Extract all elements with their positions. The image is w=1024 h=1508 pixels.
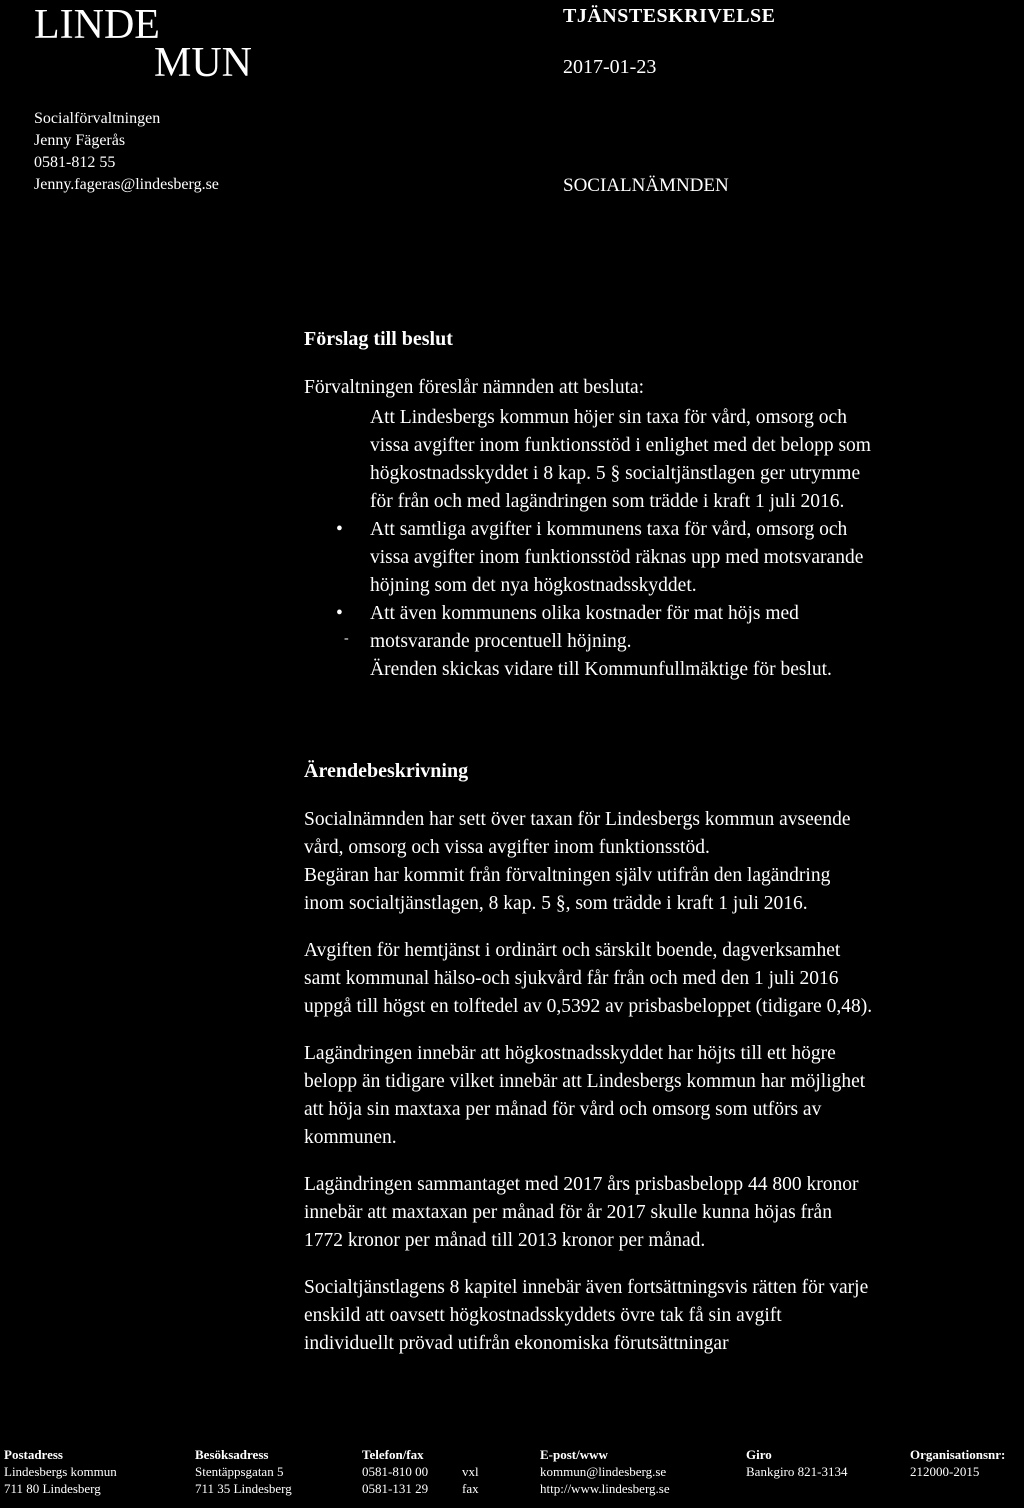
footer-value: Lindesbergs kommun — [4, 1464, 117, 1479]
description-paragraph — [304, 1274, 994, 1358]
bullet-marker: • — [336, 603, 343, 624]
footer-email-link[interactable]: kommun@lindesberg.se — [540, 1464, 667, 1479]
sender-phone: 0581-812 55 — [34, 154, 116, 171]
text-line: enskild att oavsett högkostnadsskyddets övre tak få sin avgift — [304, 1305, 782, 1326]
text-line: samt kommunal hälso-och sjukvård får från och med den 1 juli 2016 — [304, 968, 839, 989]
text-line: för från och med lagändringen som trädde i kraft 1 juli 2016. — [370, 491, 845, 512]
footer-value: 0581-810 00 — [362, 1464, 429, 1479]
text-line: höjning som det nya högkostnadsskyddet. — [370, 575, 697, 596]
description-heading: Ärendebeskrivning — [304, 760, 469, 782]
logo-line-1: LINDE — [34, 2, 160, 48]
text-line: uppgå till högst en tolftedel av 0,5392 av prisbasbeloppet (tidigare 0,48). — [304, 996, 873, 1017]
text-line: vissa avgifter inom funktionsstöd i enlighet med det belopp som — [370, 435, 871, 456]
text-line: inom socialtjänstlagen, 8 kap. 5 §, som trädde i kraft 1 juli 2016. — [304, 893, 808, 914]
footer-value: 711 80 Lindesberg — [4, 1481, 101, 1496]
footer-label: Besöksadress — [195, 1447, 269, 1462]
text-line: Avgiften för hemtjänst i ordinärt och särskilt boende, dagverksamhet — [304, 940, 841, 961]
text-line: högkostnadsskyddet i 8 kap. 5 § socialtjänstlagen ger utrymme — [370, 463, 861, 484]
sender-name: Jenny Fägerås — [34, 132, 126, 149]
proposal-list — [336, 404, 990, 684]
text-line: Lagändringen sammantaget med 2017 års prisbasbelopp 44 800 kronor — [304, 1174, 859, 1195]
footer-value: Stentäppsgatan 5 — [195, 1464, 284, 1479]
footer-value: 711 35 Lindesberg — [195, 1481, 292, 1496]
footer-value: fax — [462, 1481, 479, 1496]
bullet-marker: • — [336, 519, 343, 540]
proposal-first-item — [370, 404, 990, 516]
description-paragraph — [304, 1171, 994, 1255]
footer-label: Giro — [746, 1447, 772, 1462]
description-paragraph — [304, 1040, 994, 1152]
text-line: motsvarande procentuell höjning. — [370, 631, 632, 652]
description-paragraph — [304, 937, 994, 1021]
text-line: 1772 kronor per månad till 2013 kronor per månad. — [304, 1230, 706, 1251]
sender-department: Socialförvaltningen — [34, 110, 161, 127]
text-line: individuellt prövad utifrån ekonomiska förutsättningar — [304, 1333, 729, 1354]
text-line: vård, omsorg och vissa avgifter inom funktionsstöd. — [304, 837, 710, 858]
footer-visit-address — [195, 1446, 292, 1497]
text-line: att höja sin maxtaxa per månad för vård och omsorg som utförs av — [304, 1099, 822, 1120]
recipient: SOCIALNÄMNDEN — [563, 175, 729, 196]
footer-label: Postadress — [4, 1447, 63, 1462]
description-body — [304, 806, 994, 1377]
footer-giro — [746, 1446, 847, 1480]
document-date: 2017-01-23 — [563, 56, 657, 78]
footer-label: Telefon/fax — [362, 1447, 424, 1462]
proposal-bullet-1 — [336, 516, 990, 600]
proposal-bullet-2 — [336, 600, 990, 656]
footer-postal-address — [4, 1446, 117, 1497]
text-line: Begäran har kommit från förvaltningen själv utifrån den lagändring — [304, 865, 831, 886]
text-line: belopp än tidigare vilket innebär att Lindesbergs kommun har möjlighet — [304, 1071, 866, 1092]
text-line: vissa avgifter inom funktionsstöd räknas upp med motsvarande — [370, 547, 864, 568]
footer-org-number — [910, 1446, 1005, 1480]
proposal-intro: Förvaltningen föreslår nämnden att besluta: — [304, 377, 645, 398]
logo-line-2: MUN — [154, 40, 253, 86]
description-paragraph — [304, 806, 994, 918]
text-line: Socialtjänstlagens 8 kapitel innebär även fortsättningsvis rätten för varje — [304, 1277, 869, 1298]
footer-value: Bankgiro 821-3134 — [746, 1464, 848, 1479]
proposal-heading: Förslag till beslut — [304, 328, 453, 350]
footer-value: vxl — [462, 1464, 479, 1479]
text-line: Lagändringen innebär att högkostnadsskyddet har höjts till ett högre — [304, 1043, 836, 1064]
footer-value: 0581-131 29 — [362, 1481, 429, 1496]
sender-email: Jenny.fageras@lindesberg.se — [34, 176, 219, 193]
footer-phone-fax — [362, 1446, 479, 1497]
stray-mark: - — [344, 631, 349, 646]
text-line: Socialnämnden har sett över taxan för Lindesbergs kommun avseende — [304, 809, 851, 830]
footer-email-web — [540, 1446, 670, 1497]
text-line: Att även kommunens olika kostnader för mat höjs med — [370, 603, 799, 624]
footer-value: 212000-2015 — [910, 1464, 980, 1479]
municipality-logo — [34, 4, 252, 84]
text-line: innebär att maxtaxan per månad för år 2017 skulle kunna höjas från — [304, 1202, 832, 1223]
footer-label: Organisationsnr: — [910, 1447, 1006, 1462]
sender-block — [34, 108, 219, 196]
footer-web-link[interactable]: http://www.lindesberg.se — [540, 1481, 670, 1496]
text-line: kommunen. — [304, 1127, 397, 1148]
text-line: Att samtliga avgifter i kommunens taxa för vård, omsorg och — [370, 519, 848, 540]
document-type: TJÄNSTESKRIVELSE — [563, 5, 776, 27]
footer-label: E-post/www — [540, 1447, 608, 1462]
text-line: Att Lindesbergs kommun höjer sin taxa för vård, omsorg och — [370, 407, 847, 428]
proposal-closing: Ärenden skickas vidare till Kommunfullmäktige för beslut. — [370, 659, 832, 680]
